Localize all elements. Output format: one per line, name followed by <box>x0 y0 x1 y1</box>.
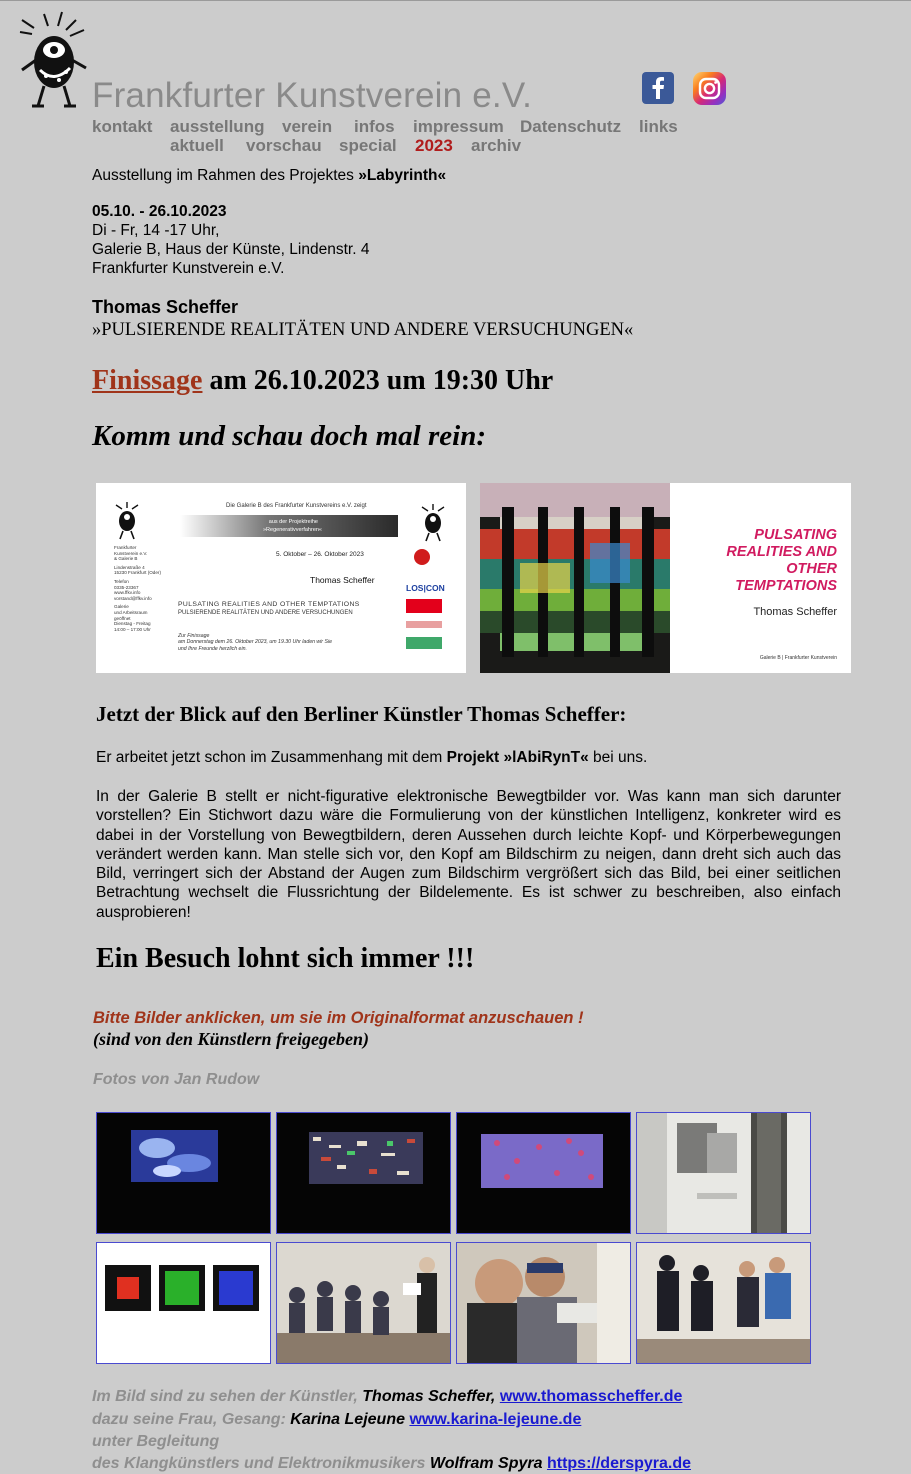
flyer-mini-logo-right <box>418 503 448 543</box>
artist-name: Thomas Scheffer <box>92 297 239 317</box>
credit-line-artist <box>92 1388 682 1406</box>
thumb-glitch-screen[interactable] <box>276 1112 451 1234</box>
flyer-addr-line: geöffnet <box>114 615 131 621</box>
flyer-header: Die Galerie B des Frankfurter Kunstvereins e.V. zeigt <box>226 503 367 509</box>
flyer-band <box>180 515 398 537</box>
credit-artist-name: Thomas Scheffer, <box>362 1388 496 1405</box>
project-name: »Labyrinth« <box>358 167 447 184</box>
invite-heading: Komm und schau doch mal rein: <box>92 420 486 452</box>
project-paragraph <box>96 749 647 767</box>
project-labyrinth: Projekt »lAbiRynT« <box>446 749 589 766</box>
flyer-title-line: REALITIES AND <box>726 544 837 560</box>
flyer-invite-line: Zur Finissage <box>178 633 210 639</box>
sponsor-sparkasse <box>406 599 442 613</box>
sponsor-green <box>406 637 442 649</box>
top-border <box>0 0 911 1</box>
flyer-addr-line: 14:00 – 17:00 Uhr <box>114 626 151 632</box>
flyer-title-line: TEMPTATIONS <box>735 578 837 594</box>
flyer-pulsating[interactable] <box>480 483 851 673</box>
project-paragraph-end: bei uns. <box>588 749 648 766</box>
finissage-line <box>92 365 553 397</box>
flyer-title-line: OTHER <box>786 561 837 577</box>
nav-datenschutz[interactable]: Datenschutz <box>520 117 622 136</box>
credit-line-singer-text: dazu seine Frau, Gesang: <box>92 1411 291 1428</box>
flyer-addr <box>114 545 174 632</box>
artist-heading: Jetzt der Blick auf den Berliner Künstler Thomas Scheffer: <box>96 702 627 726</box>
flyer-right-artist: Thomas Scheffer <box>753 606 837 618</box>
flyer-addr-line: Kunstverein e.V. <box>114 550 148 556</box>
site-title[interactable]: Frankfurter Kunstverein e.V. <box>92 76 533 115</box>
flyer-invite <box>178 633 332 652</box>
flyer-addr-line: www.ffkv.info <box>114 590 141 596</box>
click-note: Bitte Bilder anklicken, um sie im Originalformat anzuschauen ! <box>93 1009 584 1027</box>
facebook-icon[interactable] <box>642 72 674 104</box>
nav-infos[interactable]: infos <box>354 117 395 136</box>
flyer-invite-line: und Ihre Freunde herzlich ein. <box>178 645 247 652</box>
thumb-three-squares[interactable] <box>96 1242 271 1364</box>
credit-line-musician-text: des Klangkünstlers und Elektronikmusikers <box>92 1455 430 1472</box>
flyer-mini-logo <box>112 501 142 541</box>
finissage-date: am 26.10.2023 um 19:30 Uhr <box>202 365 554 396</box>
finissage-link[interactable]: Finissage <box>92 365 203 396</box>
flyer-addr-line: Galerie <box>114 604 129 610</box>
opening-hours: Di - Fr, 14 -17 Uhr, <box>92 222 220 239</box>
flyer-band-line2: »Regenerativverfahren« <box>262 527 322 533</box>
nav-aktuell[interactable]: aktuell <box>170 136 224 155</box>
credit-line-musician <box>92 1455 691 1473</box>
credit-singer-name: Karina Lejeune <box>290 1411 405 1428</box>
nav-impressum[interactable]: impressum <box>413 117 504 136</box>
kunstverein-logo[interactable] <box>14 10 94 110</box>
organizer: Frankfurter Kunstverein e.V. <box>92 260 285 277</box>
flyer-invite-line: am Donnerstag dem 26. Oktober 2023, um 19.30 Uhr laden wir Sie <box>178 639 332 646</box>
released-note: (sind von den Künstlern freigegeben) <box>93 1029 370 1049</box>
flyer-dates: 5. Oktober – 26. Oktober 2023 <box>276 551 364 558</box>
nav-ausstellung[interactable]: ausstellung <box>170 117 265 136</box>
visit-heading: Ein Besuch lohnt sich immer !!! <box>96 943 475 974</box>
description-paragraph: In der Galerie B stellt er nicht-figurative elektronische Bewegtbilder vor. Was kann man sich darunter vorstellen? Ein Stichwort dazu wäre die Formulierung von der künstlichen Intelligenz, konkreter wird es dabei in der Vorstellung von Bewegtbildern, deren Aussehen durch leichte Kopf- und Körperbewegungen verändert werden kann. Man stelle sich vor, den Kopf am Bildschirm zu neigen, dann dreht sich auch das Bild, verringert sich der Abstand der Augen zum Bildschirm vergrößert sich das Bild, bei einer seitlichen Betrachtung wechselt die Flussrichtung der Bildelemente. Es ist schwer zu beschreiben, also einfach ausprobieren! <box>96 788 841 921</box>
flyer-title-de: PULSIERENDE REALITÄTEN UND ANDERE VERSUCHUNGEN <box>178 610 353 616</box>
nav-archiv[interactable]: archiv <box>471 136 522 155</box>
nav-verein[interactable]: verein <box>282 117 333 136</box>
exhibition-dates: 05.10. - 26.10.2023 <box>92 203 227 220</box>
sponsor-small <box>406 621 442 628</box>
singer-website-link[interactable]: www.karina-lejeune.de <box>409 1411 582 1428</box>
sponsor-tree-logo <box>414 549 430 565</box>
nav-2023[interactable]: 2023 <box>415 136 453 155</box>
artist-website-link[interactable]: www.thomasscheffer.de <box>499 1388 683 1405</box>
flyer-artist: Thomas Scheffer <box>310 575 375 585</box>
flyer-addr-line: Dienstag - Freitag <box>114 621 151 627</box>
flyer-addr-line: 15230 Frankfurt (Oder) <box>114 570 161 576</box>
thumb-audience-performance[interactable] <box>276 1242 451 1364</box>
credit-line-artist-text: Im Bild sind zu sehen der Künstler, <box>92 1388 363 1405</box>
flyer-addr-line: Frankfurter <box>114 545 137 550</box>
flyer-addr-line: 0335-23367 <box>114 584 139 590</box>
flyer-addr-line: Lindenstraße 4 <box>114 564 145 570</box>
flyer-addr-line: und Arbeitsraum <box>114 609 148 615</box>
project-paragraph-text: Er arbeitet jetzt schon im Zusammenhang mit dem <box>96 749 447 766</box>
sponsor-loscon: LOS|CON <box>406 583 445 593</box>
nav-special[interactable]: special <box>339 136 397 155</box>
nav-links[interactable]: links <box>639 117 678 136</box>
flyer-title <box>726 527 837 595</box>
flyer-addr-line: & Galerie B <box>114 556 138 562</box>
flyer-addr-line: vorstand@ffkv.info <box>114 595 152 601</box>
flyer-title-line: PULSATING <box>754 527 837 543</box>
flyer-addr-line: Telefon <box>114 578 129 584</box>
project-line <box>92 167 446 185</box>
flyer-title-en: PULSATING REALITIES AND OTHER TEMPTATIONS <box>178 601 360 608</box>
thumb-installation-corner[interactable] <box>636 1112 811 1234</box>
project-line-text: Ausstellung im Rahmen des Projektes <box>92 167 359 184</box>
credit-musician-name: Wolfram Spyra <box>429 1455 543 1472</box>
photo-credit: Fotos von Jan Rudow <box>93 1071 260 1088</box>
flyer-invitation[interactable] <box>96 483 466 673</box>
thumb-artist-closeup[interactable] <box>456 1242 631 1364</box>
flyer-right-footer: Galerie B | Frankfurter Kunstverein <box>759 655 837 661</box>
venue: Galerie B, Haus der Künste, Lindenstr. 4 <box>92 241 370 258</box>
nav-vorschau[interactable]: vorschau <box>246 136 322 155</box>
credit-line-singer <box>92 1411 581 1429</box>
nav-kontakt[interactable]: kontakt <box>92 117 153 136</box>
musician-website-link[interactable]: https://derspyra.de <box>546 1455 691 1472</box>
instagram-icon[interactable] <box>693 72 726 105</box>
exhibition-title: »PULSIERENDE REALITÄTEN UND ANDERE VERSUCHUNGEN« <box>92 320 634 340</box>
flyer-artwork <box>480 483 670 673</box>
thumb-audience-chat[interactable] <box>636 1242 811 1364</box>
thumb-blue-cloud-screen[interactable] <box>96 1112 271 1234</box>
flyer-band-line1: aus der Projektreihe <box>268 519 318 525</box>
thumb-purple-screen[interactable] <box>456 1112 631 1234</box>
credit-line-accompaniment: unter Begleitung <box>92 1433 220 1450</box>
